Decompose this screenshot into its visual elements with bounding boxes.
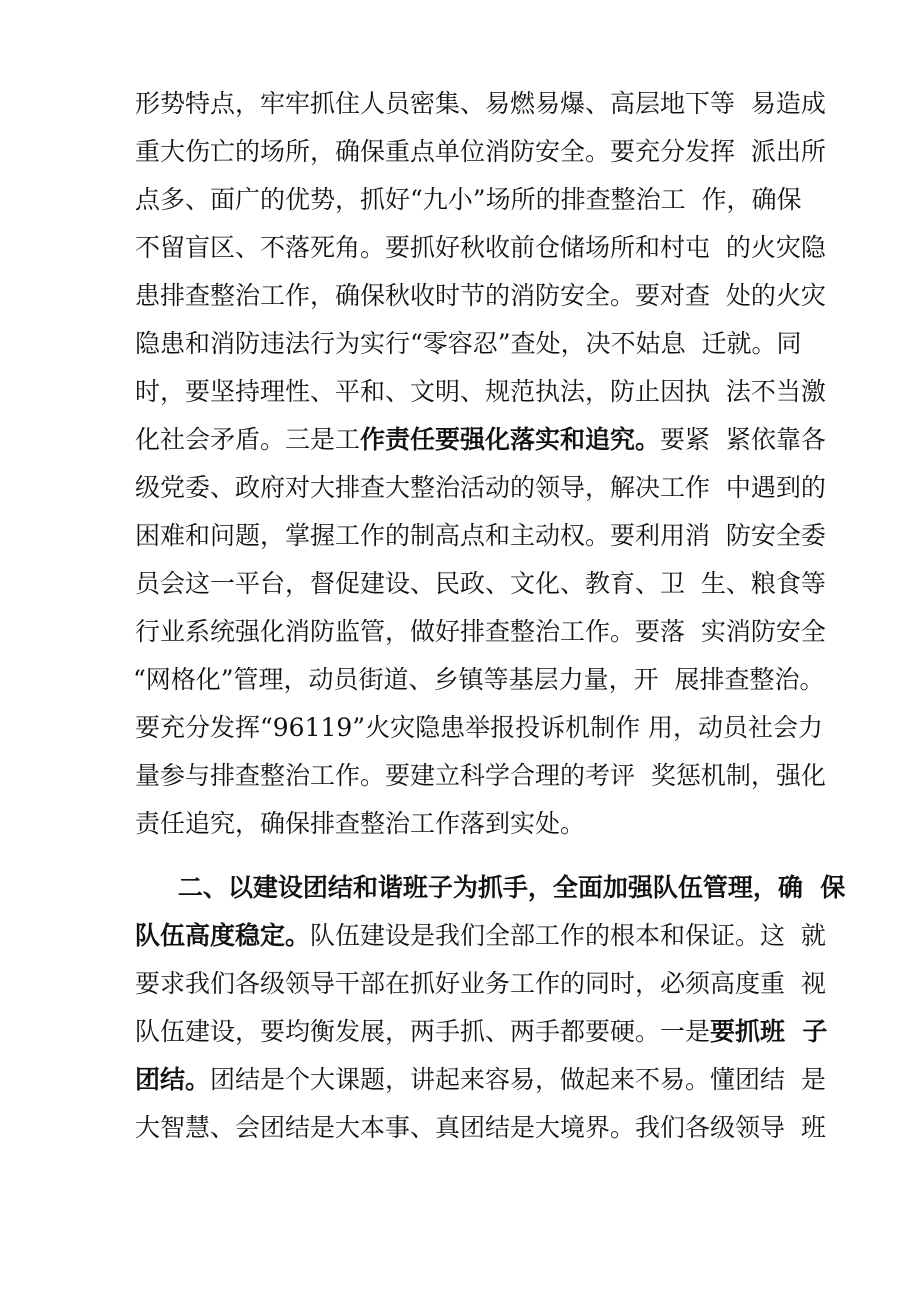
text-segment: 重大伤亡的场所，确保重点单位消防安全。要充分发挥 派出所 — [135, 137, 826, 166]
text-segment: 隐患和消防违法行为实行“零容忍”查处，决不姑息 迁就。同 — [135, 329, 802, 358]
text-segment: 不留盲区、不落死角。要抓好秋收前仓储场所和村屯 的火灾隐 — [135, 233, 826, 262]
bold-text-segment: 队伍高度稳定。 — [135, 921, 311, 950]
text-line — [135, 224, 920, 272]
text-line — [135, 80, 920, 128]
text-line — [135, 960, 920, 1008]
bold-text-segment: 作责任要强化落实和追究。 — [360, 425, 661, 454]
text-segment: 时，要坚持理性、平和、文明、规范执法，防止因执 法不当激 — [135, 377, 826, 406]
text-line — [135, 128, 920, 176]
text-line — [135, 320, 920, 368]
text-line — [135, 608, 920, 656]
text-line — [135, 1104, 920, 1152]
text-line — [135, 416, 920, 464]
text-line — [143, 864, 920, 912]
text-line — [135, 752, 920, 800]
text-segment: “网格化”管理，动员街道、乡镇等基层力量，开 展排查整治。 — [133, 665, 825, 694]
text-line — [135, 704, 920, 752]
text-line — [135, 368, 920, 416]
text-segment: 患排查整治工作，确保秋收时节的消防安全。要对查 处的火灾 — [135, 281, 826, 310]
text-line — [135, 912, 920, 960]
text-line — [135, 176, 920, 224]
text-segment: 团结是个大课题，讲起来容易，做起来不易。懂团结 是 — [210, 1065, 826, 1094]
bold-text-segment: 团结。 — [135, 1065, 211, 1094]
text-segment: 队伍建设是我们全部工作的根本和保证。这 就 — [310, 921, 826, 950]
text-segment: 要充分发挥“96119”火灾隐患举报投诉机制作 用，动员社会力 — [135, 713, 824, 742]
text-segment: 级党委、政府对大排查大整治活动的领导，解决工作 中遇到的 — [135, 473, 826, 502]
text-segment: 队伍建设，要均衡发展，两手抓、两手都要硬。一是 — [135, 1017, 711, 1046]
text-line — [135, 800, 920, 848]
text-segment: 化社会矛盾。三是工 — [135, 425, 361, 454]
bold-text-segment: 二、以建设团结和谐班子为抓手，全面加强队伍管理，确 保 — [143, 873, 846, 902]
text-segment: 要紧 紧依靠各 — [660, 425, 826, 454]
text-line — [135, 1008, 920, 1056]
text-line — [135, 464, 920, 512]
text-segment: 大智慧、会团结是大本事、真团结是大境界。我们各级领导 班 — [135, 1113, 826, 1142]
text-line — [135, 560, 920, 608]
text-line — [135, 512, 920, 560]
text-segment: 责任追究，确保排查整治工作落到实处。 — [135, 809, 586, 838]
text-segment: 要求我们各级领导干部在抓好业务工作的同时，必须高度重 视 — [135, 969, 826, 998]
text-segment: 形势特点，牢牢抓住人员密集、易燃易爆、高层地下等 易造成 — [135, 89, 826, 118]
text-segment: 量参与排查整治工作。要建立科学合理的考评 奖惩机制，强化 — [135, 761, 826, 790]
text-segment: 困难和问题，掌握工作的制高点和主动权。要利用消 防安全委 — [135, 521, 826, 550]
text-line — [135, 272, 920, 320]
text-segment: 点多、面广的优势，抓好“九小”场所的排查整治工 作，确保 — [135, 185, 802, 214]
bold-text-segment: 要抓班 子 — [710, 1017, 828, 1046]
text-segment: 行业系统强化消防监管，做好排查整治工作。要落 实消防安全 — [135, 617, 826, 646]
text-segment: 员会这一平台，督促建设、民政、文化、教育、卫 生、粮食等 — [135, 569, 826, 598]
text-line — [133, 656, 920, 704]
text-line — [135, 1056, 920, 1104]
